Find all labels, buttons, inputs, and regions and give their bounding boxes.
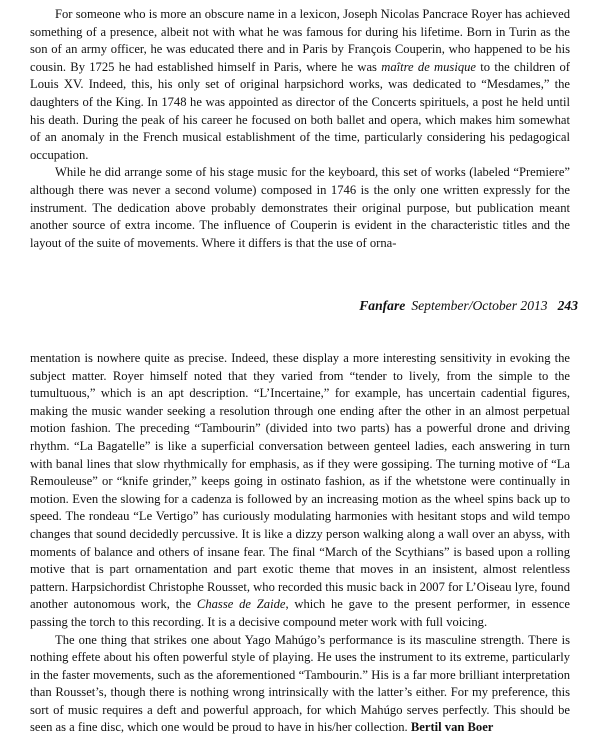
review-text: mentation is nowhere quite as precise. Indeed, these display a more interesting sensitivity in evoking the subject matter. Royer himself noted that they varied from “tender to lively, from the simple to the tumultuous,” which is an apt description. “L’Incertaine,” for example, has uncertain cadential figures, making the music wander seeking a resolution through one ending after the other in an almost perpetual motion fashion. The preceding “Tambourin” (divided into two parts) has a powerful drone and driving rhythm. “La Bagatelle” is like a superficial conversation between genteel ladies, each answering in turn with banal lines that slow rhythmically for emphasis, as if they were gossiping. The turning motive of “La Remouleuse” or “knife grinder,” keeps going in ostinato fashion, as if the whetstone were continually in motion. Even the slowing for a cadenza is followed by an increasing motion as the wheel spins back up to speed. The rondeau “Le Vertigo” has curiously modulating harmonies with hesitant stops and wild tempo changes that sound decidedly percussive. It is like a dizzy person walking along a wall over an abyss, with moments of balance and others of insane fear. The final “March of the Scythians” is based upon a rolling motive that is part ornamentation and part exotic theme that moves in an insistent, almost relentless pattern. Harpsichordist Christophe Rousset, who recorded this music back in 2007 for L’Oiseau lyre, found another autonomous work, the [30,351,570,611]
issue-date: September/October 2013 [411,298,547,313]
review-text: , which he gave to the present performer, in essence passing the torch to this recording. It is a decisive compound meter work with full voicing. [30,597,570,629]
page-number: 243 [558,298,578,313]
reviewer-signature: Bertil van Boer [411,720,494,734]
magazine-name: Fanfare [359,298,405,313]
review-text: For someone who is more an obscure name in a lexicon, Joseph Nicolas Pancrace Royer has achieved something of a presence, albeit not with what he was famous for during his lifetime. Born in Turin as the son of an army officer, he was educated there and in Paris by François Couperin, who happened to be his cousin. By 1725 he had established himself in Paris, where he was [30,7,570,74]
review-text: to the children of Louis XV. Indeed, this, his only set of original harpsichord works, was dedicated to “Mesdames,” the daughters of the King. In 1748 he was appointed as director of the Concerts spirituels, a post he held until his death. During the peak of his career he focused on both ballet and opera, which makes him somewhat of an anomaly in the French musical establishment of the time, particularly considering his pedagogical occupation. [30,60,570,162]
review-text: The one thing that strikes one about Yago Mahúgo’s performance is its masculine strength. There is nothing effete about his often powerful style of playing. He uses the instrument to its extreme, particularly in the faster movements, such as the aforementioned “Tambourin.” His is a far more brilliant interpretation than Rousset’s, though there is nothing wrong intrinsically with the latter’s either. For my preference, this sort of music requires a deft and powerful approach, for which Mahúgo serves perfectly. This should be seen as a fine disc, which one would be proud to have in his/her collection. [30,633,570,735]
page-footer [359,298,578,314]
review-paragraph [30,632,570,737]
review-top-column [30,6,570,252]
review-paragraph [30,6,570,164]
review-text-italic: Chasse de Zaide [197,597,286,611]
review-text-italic: maître de musique [381,60,476,74]
review-paragraph [30,164,570,252]
review-bottom-column [30,350,570,737]
review-paragraph-continued [30,350,570,632]
review-text: While he did arrange some of his stage music for the keyboard, this set of works (labeled “Premiere” although there was never a second volume) composed in 1746 is the only one written expressly for the instrument. The dedication above probably demonstrates their original purpose, but publication meant another source of extra income. The influence of Couperin is evident in the characteristic titles and the layout of the suite of movements. Where it differs is that the use of orna- [30,165,570,249]
